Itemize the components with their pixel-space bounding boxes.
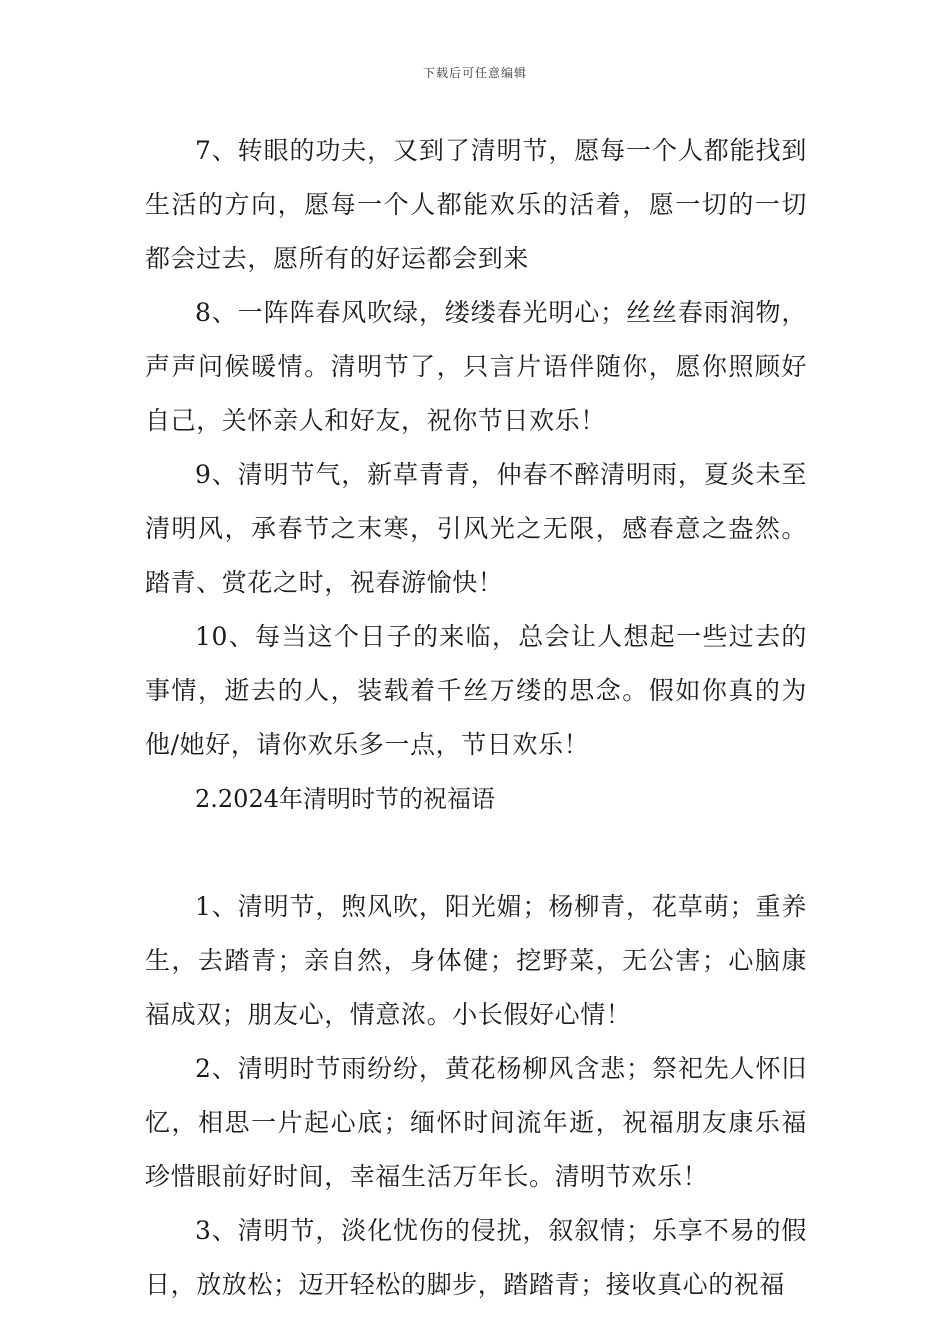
paragraph-7: 7、转眼的功夫，又到了清明节，愿每一个人都能找到生活的方向，愿每一个人都能欢乐的活着，愿一切的一切都会过去，愿所有的好运都会到来 <box>145 136 807 273</box>
paragraph-8: 8、一阵阵春风吹绿，缕缕春光明心；丝丝春雨润物，声声问候暖情。清明节了，只言片语伴随你，愿你照顾好自己，关怀亲人和好友，祝你节日欢乐！ <box>145 298 807 435</box>
spacer <box>145 826 807 880</box>
paragraph-3: 3、清明节，淡化忧伤的侵扰，叙叙情；乐享不易的假日，放放松；迈开轻松的脚步，踏踏青；接收真心的祝福 <box>145 1216 807 1299</box>
section-heading: 2.2024年清明时节的祝福语 <box>195 785 495 813</box>
paragraph-1: 1、清明节，煦风吹，阳光媚；杨柳青，花草萌；重养生，去踏青；亲自然，身体健；挖野菜，无公害；心脑康福成双；朋友心，情意浓。小长假好心情！ <box>145 892 807 1029</box>
paragraph-2: 2、清明时节雨纷纷，黄花杨柳风含悲；祭祀先人怀旧忆，相思一片起心底；缅怀时间流年逝，祝福朋友康乐福珍惜眼前好时间，幸福生活万年长。清明节欢乐！ <box>145 1054 807 1191</box>
document-body <box>145 124 807 1312</box>
page-header: 下载后可任意编辑 <box>422 66 527 80</box>
paragraph-9: 9、清明节气，新草青青，仲春不醉清明雨，夏炎未至清明风，承春节之末寒，引风光之无限，感春意之盎然。踏青、赏花之时，祝春游愉快！ <box>145 460 807 597</box>
paragraph-10: 10、每当这个日子的来临，总会让人想起一些过去的事情，逝去的人，装载着千丝万缕的思念。假如你真的为他/她好，请你欢乐多一点，节日欢乐！ <box>145 622 807 759</box>
